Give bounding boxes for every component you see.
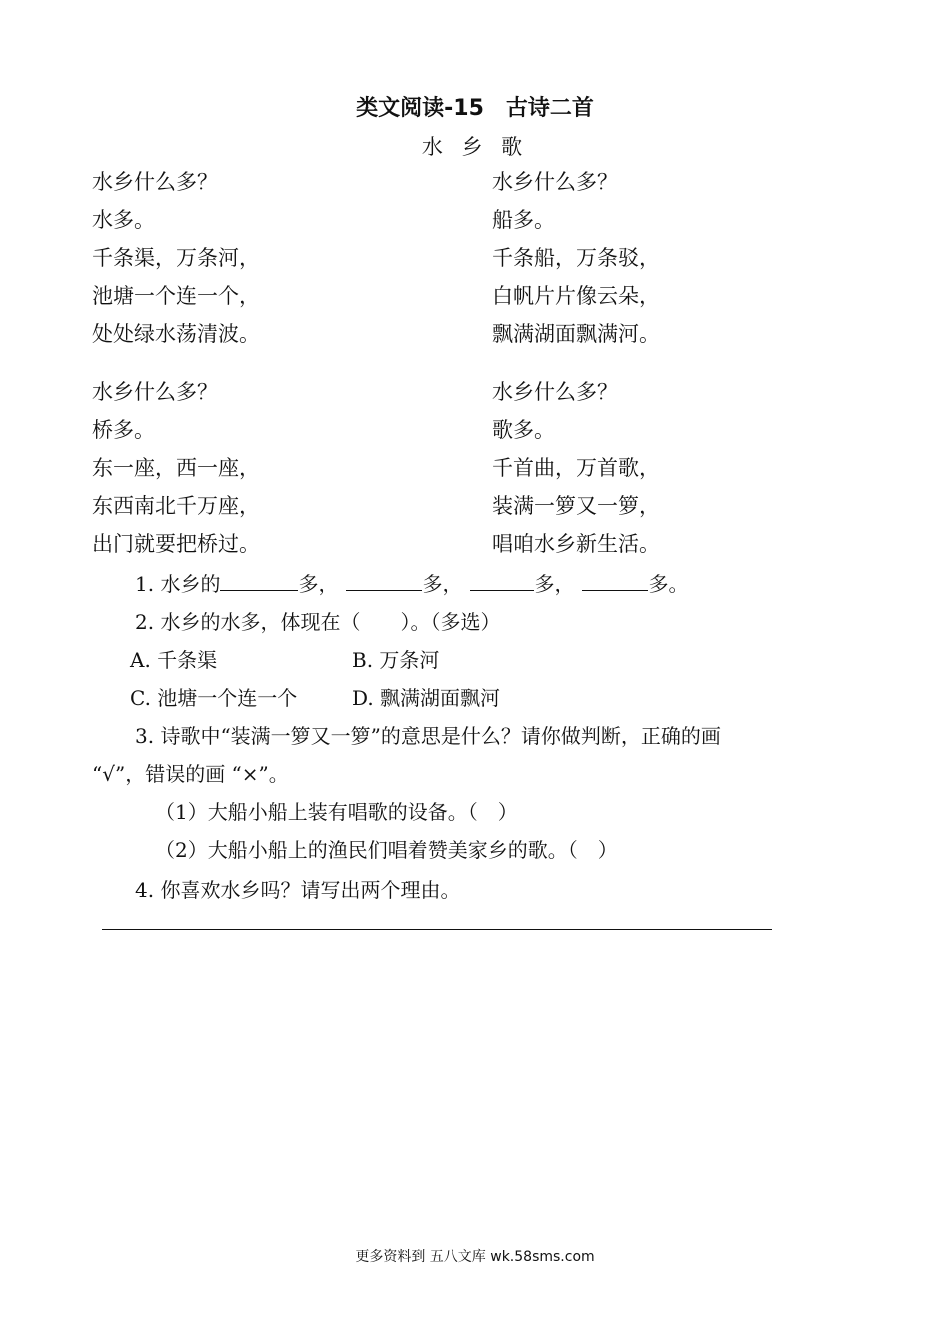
poem-line: 船多。 xyxy=(492,208,555,232)
question-1-end: 多。 xyxy=(648,572,689,596)
poem-line: 水乡什么多？ xyxy=(92,170,218,194)
poem-line: 水乡什么多？ xyxy=(492,380,618,404)
poem-line: 白帆片片像云朵， xyxy=(492,284,660,308)
poem-line: 千条船，万条驳， xyxy=(492,246,660,270)
poem-line: 千条渠，万条河， xyxy=(92,246,260,270)
question-3-item-1[interactable]: （1）大船小船上装有唱歌的设备。（ ） xyxy=(155,800,518,824)
poem-line: 水乡什么多？ xyxy=(492,170,618,194)
poem-line: 歌多。 xyxy=(492,418,555,442)
poem-line: 池塘一个连一个， xyxy=(92,284,260,308)
poem-line: 水乡什么多？ xyxy=(92,380,218,404)
poem-line: 桥多。 xyxy=(92,418,155,442)
answer-line[interactable] xyxy=(102,929,772,930)
question-1 xyxy=(135,565,688,603)
option-d[interactable]: D. 飘满湖面飘河 xyxy=(352,686,501,710)
poem-title: 水 乡 歌 xyxy=(421,135,529,159)
question-3: 3. 诗歌中“装满一箩又一箩”的意思是什么？请你做判断，正确的画 xyxy=(135,724,721,748)
answer-blank-1[interactable] xyxy=(220,568,298,591)
question-2: 2. 水乡的水多，体现在（ ）。（多选） xyxy=(135,610,501,634)
question-3-continued: “√”，错误的画 “×”。 xyxy=(92,762,289,786)
question-1-unit: 多， xyxy=(298,572,339,596)
poem-line: 处处绿水荡清波。 xyxy=(92,322,260,346)
poem-line: 装满一箩又一箩， xyxy=(492,494,660,518)
poem-line: 出门就要把桥过。 xyxy=(92,532,260,556)
poem-line: 千首曲，万首歌， xyxy=(492,456,660,480)
option-a[interactable]: A. 千条渠 xyxy=(130,648,218,672)
answer-blank-2[interactable] xyxy=(346,568,422,591)
footer-source: 更多资料到 五八文库 wk.58sms.com xyxy=(355,1249,595,1265)
option-b[interactable]: B. 万条河 xyxy=(352,648,440,672)
poem-line: 唱咱水乡新生活。 xyxy=(492,532,660,556)
question-1-unit: 多， xyxy=(534,572,575,596)
poem-line: 东一座，西一座， xyxy=(92,456,260,480)
poem-line: 东西南北千万座， xyxy=(92,494,260,518)
answer-blank-3[interactable] xyxy=(470,568,534,591)
poem-line: 飘满湖面飘满河。 xyxy=(492,322,660,346)
question-1-unit: 多， xyxy=(422,572,463,596)
question-4: 4. 你喜欢水乡吗？请写出两个理由。 xyxy=(135,878,461,902)
question-1-prefix: 1. 水乡的 xyxy=(135,572,221,596)
question-3-item-2[interactable]: （2）大船小船上的渔民们唱着赞美家乡的歌。（ ） xyxy=(155,838,618,862)
page-title: 类文阅读-15 古诗二首 xyxy=(356,96,594,121)
poem-line: 水多。 xyxy=(92,208,155,232)
option-c[interactable]: C. 池塘一个连一个 xyxy=(130,686,298,710)
answer-blank-4[interactable] xyxy=(582,568,648,591)
